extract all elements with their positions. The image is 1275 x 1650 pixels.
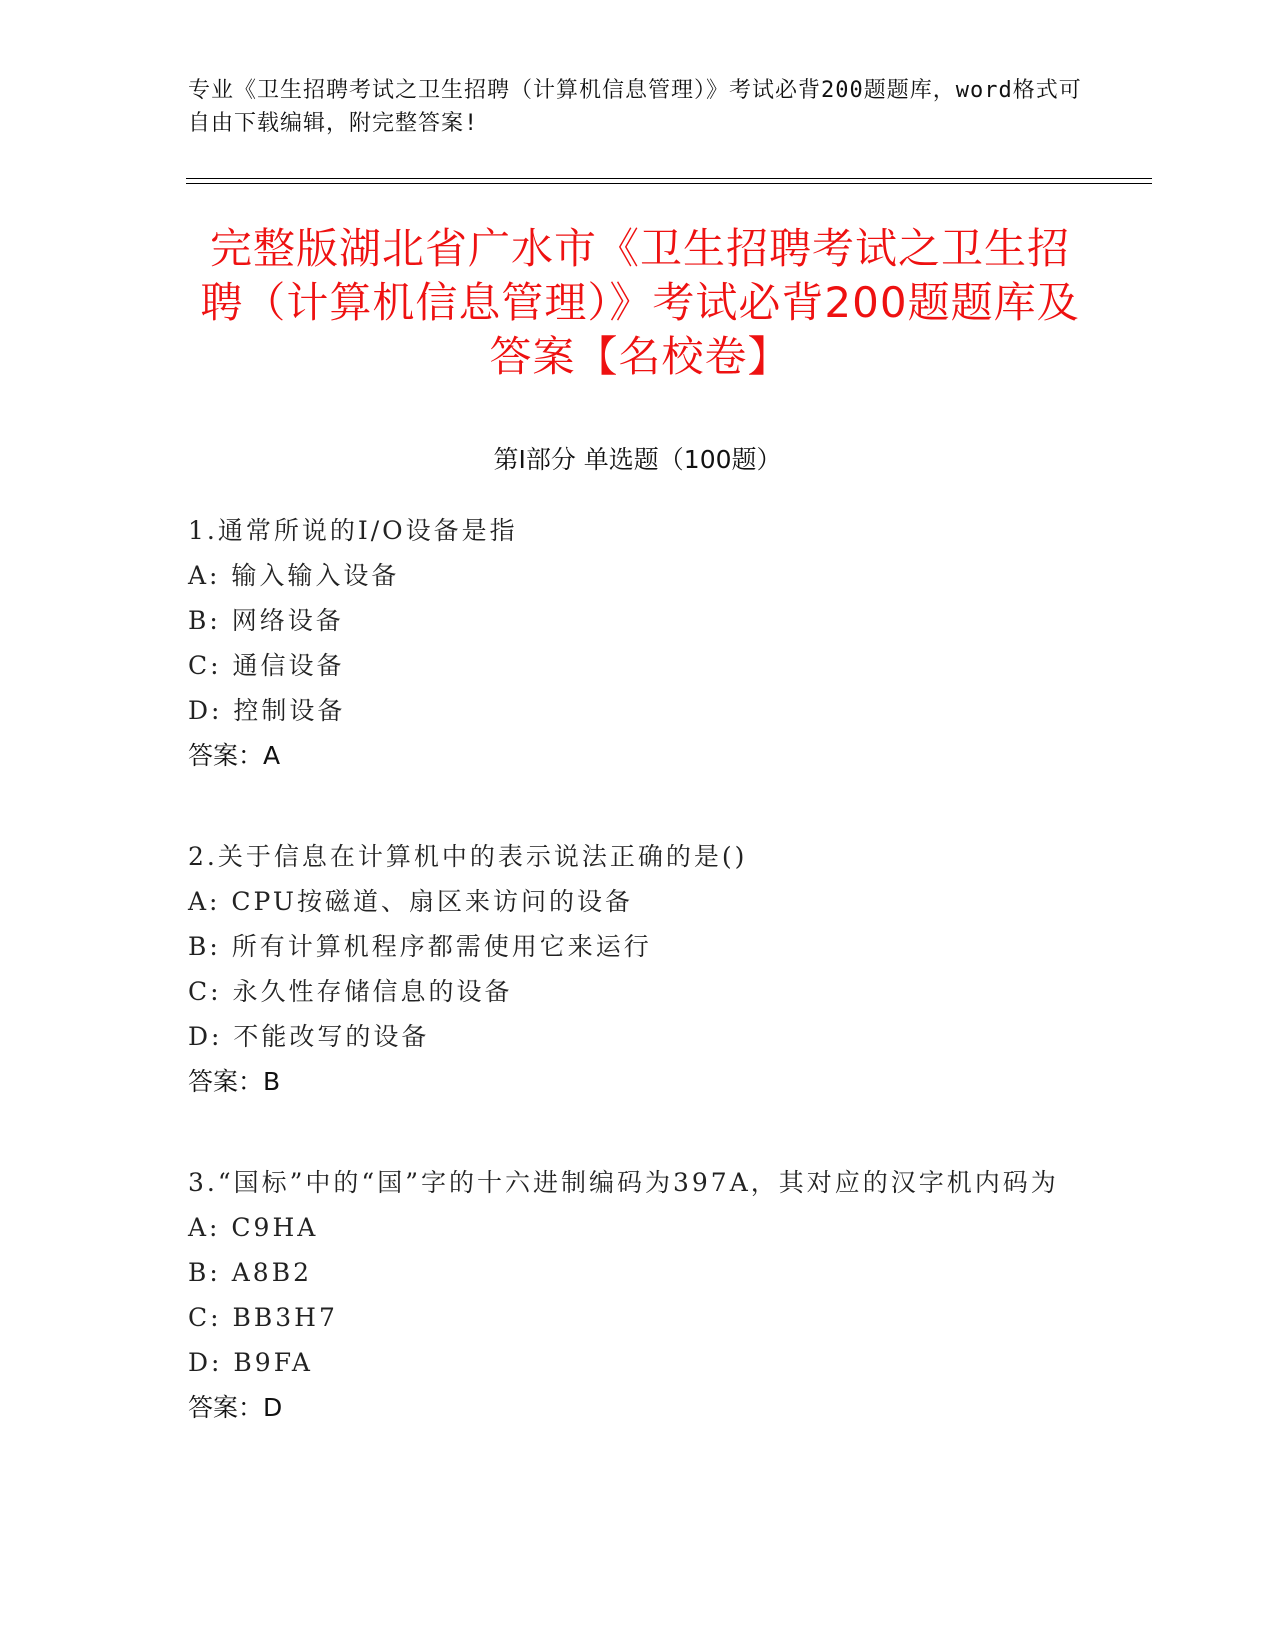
question-stem: 2.关于信息在计算机中的表示说法正确的是()	[188, 842, 748, 871]
answer-line: 答案：B	[188, 1067, 281, 1096]
document-title: 完整版湖北省广水市《卫生招聘考试之卫生招聘（计算机信息管理）》考试必背200题题库及答案【名校卷】	[200, 224, 1080, 381]
option-c: C: 通信设备	[188, 651, 345, 680]
option-c: C: BB3H7	[188, 1303, 338, 1332]
question-1	[188, 508, 1088, 778]
section-heading: 第Ⅰ部分 单选题（100题）	[493, 445, 782, 474]
option-d: D: 控制设备	[188, 696, 346, 725]
option-b: B: 所有计算机程序都需使用它来运行	[188, 932, 652, 961]
option-b: B: 网络设备	[188, 606, 344, 635]
header-note: 专业《卫生招聘考试之卫生招聘（计算机信息管理）》考试必背200题题库，word格式可自由下载编辑，附完整答案!	[188, 78, 1082, 136]
question-2	[188, 834, 1088, 1104]
header-divider-top	[186, 178, 1152, 179]
option-a: A: 输入输入设备	[188, 561, 400, 590]
option-b: B: A8B2	[188, 1258, 312, 1287]
option-d: D: B9FA	[188, 1348, 313, 1377]
option-c: C: 永久性存储信息的设备	[188, 977, 513, 1006]
answer-line: 答案：A	[188, 741, 281, 770]
option-d: D: 不能改写的设备	[188, 1022, 430, 1051]
question-stem: 3.“国标”中的“国”字的十六进制编码为397A，其对应的汉字机内码为	[188, 1168, 1059, 1197]
answer-line: 答案：D	[188, 1393, 283, 1422]
question-stem: 1.通常所说的I/O设备是指	[188, 516, 518, 545]
question-3	[188, 1160, 1088, 1430]
header-divider-bottom	[186, 183, 1152, 184]
option-a: A: CPU按磁道、扇区来访问的设备	[188, 887, 634, 916]
option-a: A: C9HA	[188, 1213, 319, 1242]
